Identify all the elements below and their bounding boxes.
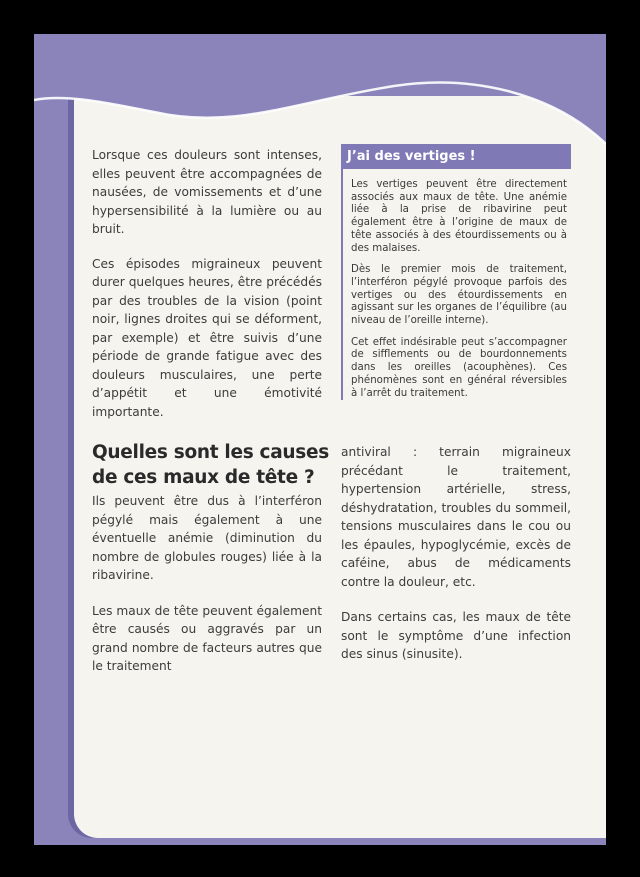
vertigo-box-body [341, 169, 571, 400]
vertigo-paragraph-1: Les vertiges peuvent être directement associés aux maux de tête. Une anémie liée à la prise de ribavirine peut également être à l’origine de maux de tête associés à des étourdissements ou à des malaises. [351, 179, 567, 254]
causes-paragraph-4: Dans certains cas, les maux de tête sont le symptôme d’une infection des sinus (sinusite). [341, 610, 571, 661]
causes-left-column [92, 492, 322, 693]
intro-column [92, 146, 322, 437]
intro-paragraph-2: Ces épisodes migraineux peuvent durer quelques heures, être précédés par des troubles de la vision (point noir, lignes droites qui se déforment, par exemple) et être suivis d’une période de grande fatigue avec des douleurs musculaires, une perte d’appétit et une émotivité importante. [92, 256, 322, 419]
vertigo-paragraph-3: Cet effet indésirable peut s’accompagner de sifflements ou de bourdonnements dans les oreilles (acouphènes). Ces phénomènes sont en général réversibles à l’arrêt du traitement. [351, 336, 567, 399]
causes-paragraph-1: Ils peuvent être dus à l’interféron pégylé mais également à une éventuelle anémie (diminution du nombre de globules rouges) liée à la ribavirine. [92, 494, 322, 582]
causes-paragraph-3: antiviral : terrain migraineux précédant le traitement, hypertension artérielle, stress, déshydratation, troubles du sommeil, tensions musculaires dans le cou ou les épaules, hypoglycémie, excès de caféine, abus de médicaments contre la douleur, etc. [341, 445, 571, 589]
causes-paragraph-2: Les maux de tête peuvent également être causés ou aggravés par un grand nombre de facteurs autres que le traitement [92, 603, 322, 673]
vertigo-box-rule [341, 169, 343, 400]
causes-right-column [341, 443, 571, 681]
intro-paragraph-1: Lorsque ces douleurs sont intenses, elles peuvent être accompagnées de nausées, de vomissements et d’une hypersensibilité à la lumière ou au bruit. [92, 148, 322, 236]
vertigo-paragraph-2: Dès le premier mois de traitement, l’interféron pégylé provoque parfois des vertiges ou des étourdissements en agissant sur les organes de l’équilibre (au niveau de l’oreille interne). [351, 264, 567, 327]
causes-heading: Quelles sont les causes de ces maux de tête ? [92, 442, 329, 488]
vertigo-sidebar-box [341, 144, 571, 400]
vertigo-box-title: J’ai des vertiges ! [341, 144, 571, 169]
